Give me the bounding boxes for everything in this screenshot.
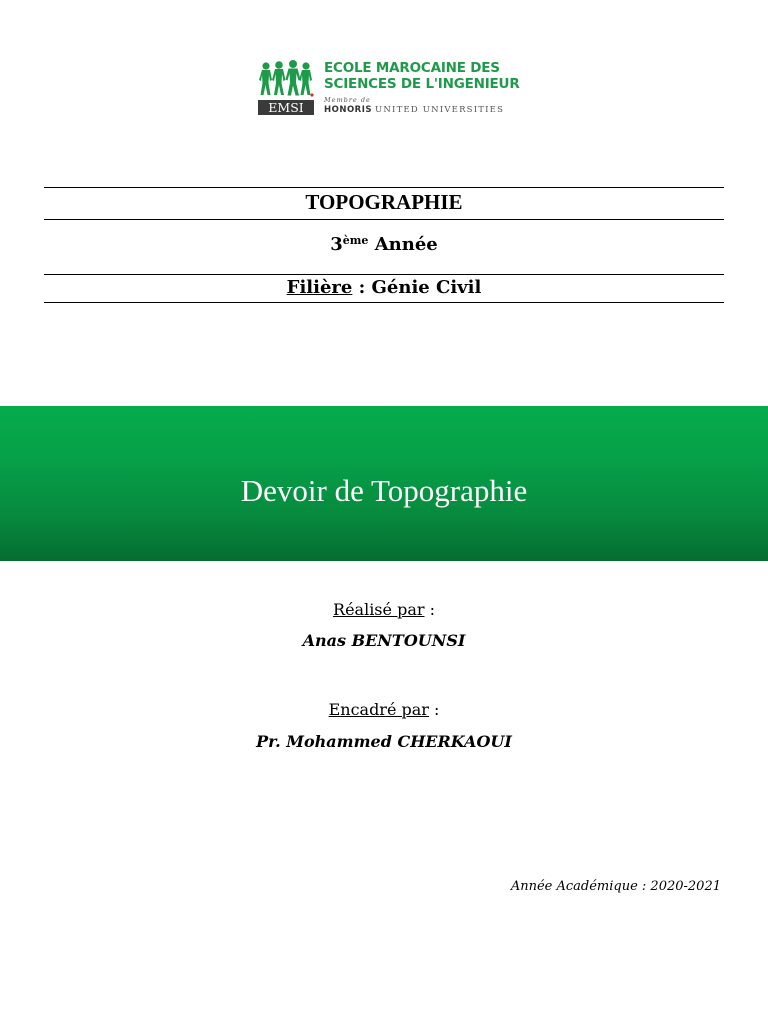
school-name-line1: ECOLE MAROCAINE DES — [324, 60, 500, 76]
major-line — [44, 277, 724, 298]
major-label: Filière — [286, 277, 353, 298]
year-number: 3 — [330, 234, 343, 255]
school-name-line2: SCIENCES DE L'INGENIEUR — [324, 76, 520, 92]
member-of-label: Membre de — [324, 96, 371, 104]
supervised-by-line — [0, 700, 768, 719]
year-ordinal-suffix: ème — [342, 234, 369, 247]
realised-by-colon: : — [424, 600, 435, 619]
divider-course — [44, 219, 724, 220]
supervised-by-colon: : — [428, 700, 440, 719]
major-value: Génie Civil — [371, 277, 482, 298]
supervised-by-label: Encadré par — [328, 700, 429, 719]
emsi-badge-text: EMSI — [268, 100, 304, 115]
year-line — [44, 234, 724, 255]
supervisor-name: Pr. Mohammed CHERKAOUI — [256, 732, 512, 751]
academic-year: Année Académique : 2020-2021 — [510, 879, 721, 894]
emsi-emblem-icon — [256, 60, 316, 116]
school-name — [324, 60, 520, 92]
year-word: Année — [374, 234, 438, 255]
school-logo — [256, 60, 520, 118]
course-title: TOPOGRAPHIE — [305, 190, 463, 214]
document-title: Devoir de Topographie — [240, 473, 528, 508]
united-universities-text: UNITED UNIVERSITIES — [375, 105, 505, 115]
major-separator: : — [352, 277, 372, 298]
network-name — [324, 105, 504, 115]
divider-year — [44, 274, 724, 275]
divider-top — [44, 187, 724, 188]
realised-by-line — [0, 600, 768, 619]
realised-by-label: Réalisé par — [333, 600, 425, 619]
divider-bottom — [44, 302, 724, 303]
honoris-text: HONORIS — [324, 105, 373, 115]
author-name: Anas BENTOUNSI — [302, 631, 466, 650]
